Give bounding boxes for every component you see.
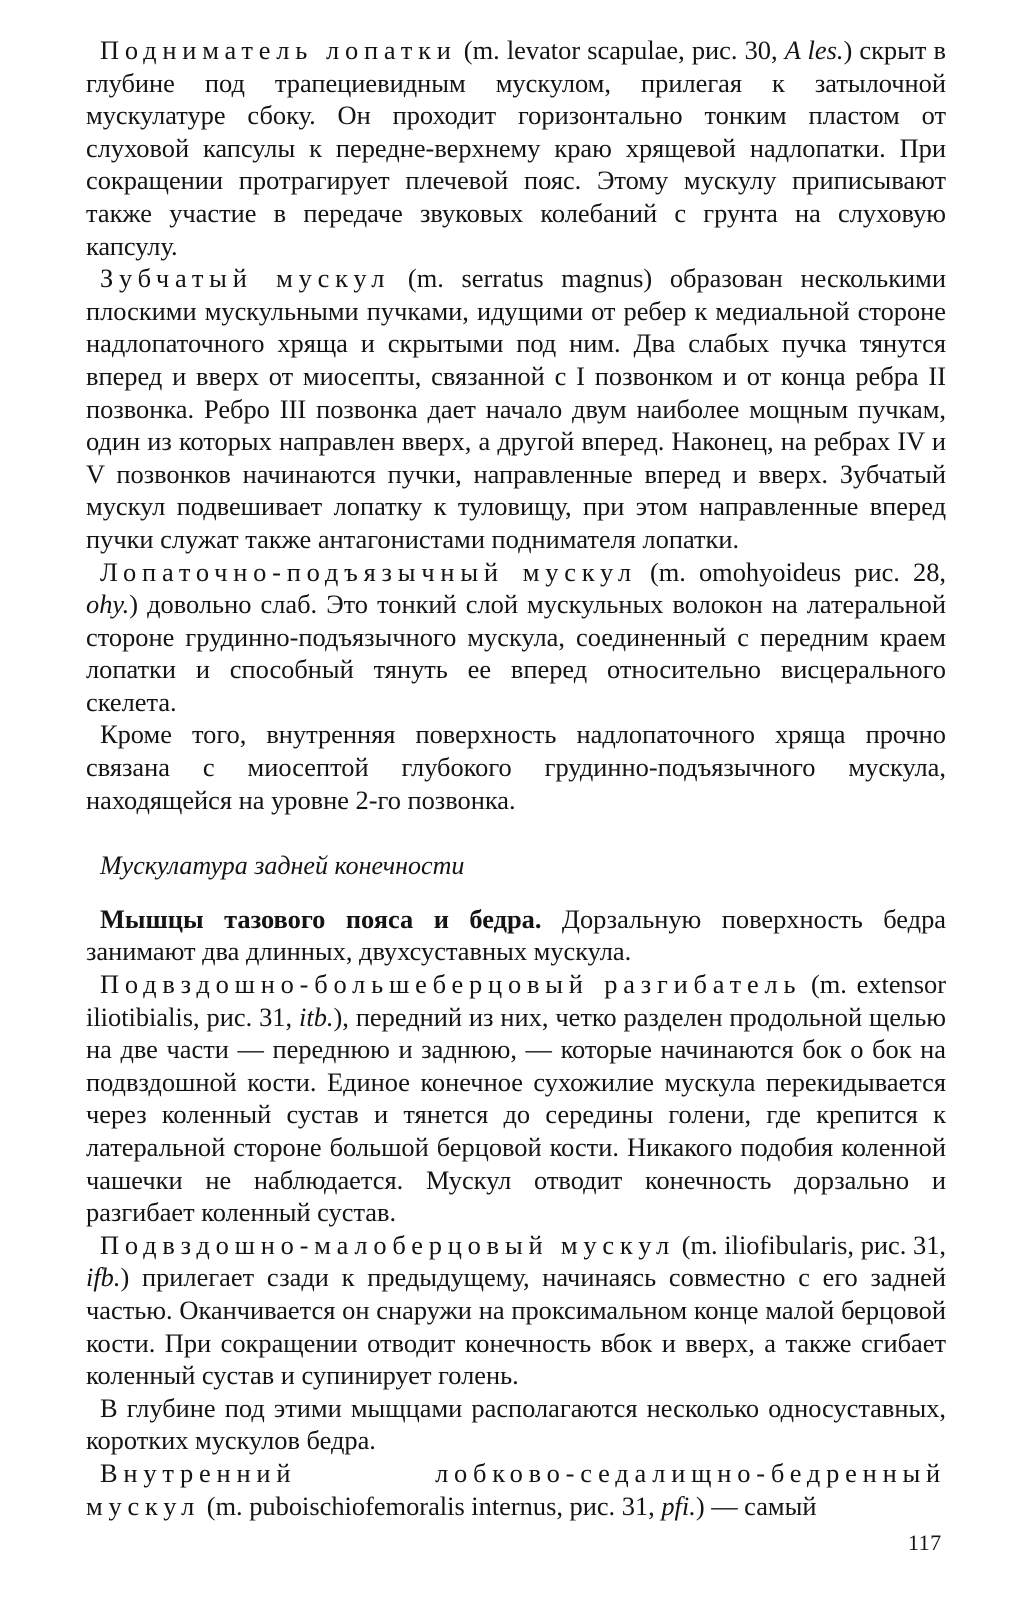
paragraph-text: В глубине под этими мыщцами располагаются несколько односуставных, коротких мускулов бедра. [86,1392,946,1456]
paragraph-text: (m. levator scapulae, рис. 30, [456,35,785,65]
figure-ref: ohy. [86,589,130,620]
paragraph-text: ) довольно слаб. Это тонкий слой мускульных волокон на латеральной стороне грудинно-подъязычного мускула, соединенный с передним краем лопатки и способный тянуть ее вперед относительно висцерального скелета. [86,589,946,717]
section-heading: Мускулатура задней конечности [100,851,465,881]
figure-ref: ifb. [86,1262,121,1293]
paragraph-pelvic-muscles [86,903,946,968]
paragraph-text: Дорзальную поверхность бедра занимают два длинных, двухсуставных мускула. [86,903,946,967]
paragraph-iliofibularis [86,1229,946,1392]
paragraph-suprascapular [86,718,946,816]
paragraph-text: ) — самый [695,1490,817,1521]
paragraph-text: ), передний из них, четко разделен продольной щелью на две части — переднюю и заднюю, — которые начинаются бок о бок на подвздошной кости. Единое конечное сухожилие мускула перекидывается через коленный сустав и тянется до середины голени, где крепится к латеральной стороне большой берцовой кости. Никакого подобия коленной чашечки не наблюдается. Мускул отводит конечность дорзально и разгибает коленный сустав. [86,1001,946,1228]
paragraph-text: (m. extensor iliotibialis, рис. 31, [86,969,946,1032]
term: Зубчатый мускул [100,263,391,294]
paragraph-puboischiofemoralis [86,1457,946,1522]
paragraph-deep-muscles [86,1392,946,1457]
term: Подвздошно-малоберцовый мускул [100,1229,676,1260]
paragraph-levator-scapulae [86,34,946,262]
term: Внутренний лобково-седалищно-бедренный мускул [86,1457,946,1521]
term: Подниматель лопатки [100,35,457,65]
paragraph-text: (m. iliofibularis, рис. 31, [675,1229,946,1260]
figure-ref: A les. [784,35,844,65]
paragraph-text: Кроме того, внутренняя поверхность надлопаточного хряща прочно связана с миосептой глубокого грудинно-подъязычного мускула, находящейся на уровне 2-го позвонка. [86,719,946,815]
paragraph-serratus [86,262,946,555]
paragraph-iliotibialis [86,968,946,1229]
term: Лопаточно-подъязычный мускул [100,556,637,587]
paragraph-omohyoideus [86,556,946,719]
paragraph-text: ) скрыт в глубине под трапециевидным мускулом, прилегая к затылочной мускулатуре сбоку. Он проходит горизонтально тонким пластом от слуховой капсулы к передне-верхнему краю хрящевой надлопатки. При сокращении протрагирует плечевой пояс. Этому мускулу приписывают также участие в передаче звуковых колебаний с грунта на слуховую капсулу. [86,35,946,261]
paragraph-text: (m. puboischiofemoralis internus, рис. 31, [200,1490,662,1521]
paragraph-text: (m. serratus magnus) образован несколькими плоскими мускульными пучками, идущими от ребер к медиальной стороне надлопаточного хряща и скрытыми под ним. Два слабых пучка тянутся вперед и вверх от миосепты, связанной с I позвонком и от конца ребра II позвонка. Ребро III позвонка дает начало двум наиболее мощным пучкам, один из которых направлен вверх, а другой вперед. Наконец, на ребрах IV и V позвонков начинаются пучки, направленные вперед и вверх. Зубчатый мускул подвешивает лопатку к туловищу, при этом направленные вперед пучки служат также антагонистами поднимателя лопатки. [86,263,946,554]
term: Подвздошно-большеберцовый разгибатель [100,969,802,1000]
paragraph-text: ) прилегает сзади к предыдущему, начинаясь совместно с его задней частью. Оканчивается он снаружи на проксимальном конце малой берцовой кости. При сокращении отводит конечность вбок и вверх, а также сгибает коленный сустав и супинирует голень. [86,1262,946,1391]
page-number: 117 [908,1530,942,1555]
figure-ref: itb. [299,1001,334,1032]
paragraph-text: (m. omohyoideus рис. 28, [636,556,947,587]
page-body [86,34,946,1522]
subsection-title: Мышцы тазового пояса и бедра. [100,903,542,934]
figure-ref: pfi. [661,1490,696,1521]
